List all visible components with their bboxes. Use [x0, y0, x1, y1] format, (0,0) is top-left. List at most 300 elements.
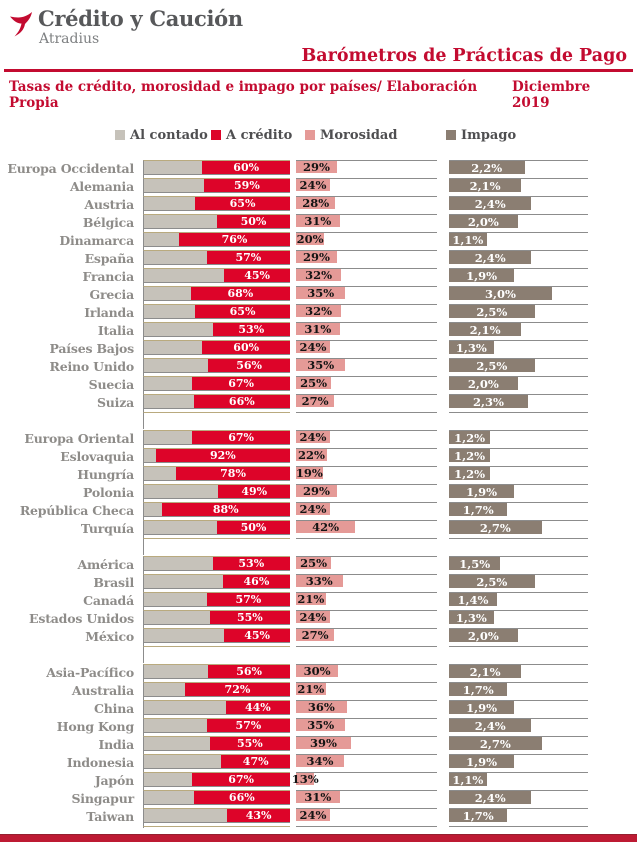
impago-bar — [449, 629, 518, 642]
credit-axis-cell — [143, 502, 290, 520]
table-row — [0, 322, 637, 340]
impago-axis-cell — [449, 196, 588, 214]
al-contado-bar-segment — [144, 791, 194, 804]
al-contado-bar-segment — [144, 575, 223, 588]
impago-value-label: 2,5% — [476, 304, 508, 319]
a-credito-bar-segment — [223, 575, 290, 588]
impago-value-label: 2,4% — [474, 718, 506, 733]
morosidad-axis-cell — [296, 808, 437, 826]
logo-subtitle: Atradius — [39, 31, 100, 47]
impago-axis-cell — [449, 394, 588, 412]
impago-axis-cell — [449, 412, 588, 429]
morosidad-axis-cell — [296, 826, 437, 827]
table-row — [0, 664, 637, 682]
stacked-bar — [144, 683, 290, 697]
impago-bar — [449, 197, 531, 210]
a-credito-value-label: 50% — [240, 521, 267, 534]
table-row — [0, 268, 637, 286]
country-label: Singapur — [71, 791, 134, 806]
impago-value-label: 2,5% — [476, 574, 508, 589]
a-credito-value-label: 44% — [244, 701, 271, 714]
table-row — [0, 250, 637, 268]
a-credito-value-label: 45% — [244, 629, 271, 642]
legend — [0, 127, 637, 145]
impago-value-label: 2,1% — [469, 664, 501, 679]
impago-value-label: 1,1% — [452, 232, 484, 247]
impago-axis-cell — [449, 718, 588, 736]
stacked-bar — [144, 269, 290, 283]
morosidad-bar — [296, 377, 331, 389]
a-credito-value-label: 67% — [228, 377, 254, 390]
a-credito-value-label: 56% — [236, 359, 262, 372]
chart-subtitle: Tasas de crédito, morosidad e impago por países/ Elaboración Propia — [9, 79, 478, 111]
a-credito-bar-segment — [192, 773, 290, 786]
impago-bar — [449, 755, 514, 768]
legend-label: Morosidad — [320, 127, 398, 143]
impago-axis-cell — [449, 610, 588, 628]
impago-axis-cell — [449, 538, 588, 555]
al-contado-bar-segment — [144, 377, 192, 390]
a-credito-value-label: 57% — [235, 593, 262, 606]
credit-axis-cell — [143, 790, 290, 808]
morosidad-axis-cell — [296, 376, 437, 394]
morosidad-value-label: 19% — [295, 466, 323, 480]
table-row — [0, 394, 637, 412]
country-label: Francia — [82, 269, 134, 284]
impago-bar — [449, 359, 535, 372]
morosidad-value-label: 21% — [297, 682, 325, 696]
stacked-bar — [144, 215, 290, 229]
al-contado-bar-segment — [144, 395, 194, 408]
column-gap — [437, 538, 449, 556]
impago-axis-cell — [449, 646, 588, 663]
country-label: Italia — [97, 323, 134, 338]
credit-axis-cell — [143, 304, 290, 322]
morosidad-axis-cell — [296, 736, 437, 754]
morosidad-value-label: 42% — [312, 520, 340, 534]
a-credito-value-label: 66% — [228, 791, 255, 804]
a-credito-bar-segment — [210, 737, 290, 750]
morosidad-axis-cell — [296, 178, 437, 196]
a-credito-value-label: 66% — [228, 395, 255, 408]
morosidad-value-label: 35% — [307, 286, 335, 300]
impago-axis-cell — [449, 628, 588, 646]
morosidad-bar — [296, 611, 330, 623]
a-credito-bar-segment — [221, 755, 290, 768]
morosidad-value-label: 24% — [299, 610, 327, 624]
table-row — [0, 790, 637, 808]
table-row — [0, 754, 637, 772]
impago-value-label: 1,2% — [454, 430, 486, 445]
morosidad-bar — [296, 791, 340, 803]
column-gap — [437, 466, 449, 484]
subtitle-row — [9, 79, 628, 111]
stacked-bar — [144, 233, 290, 247]
column-gap — [437, 610, 449, 628]
credit-axis-cell — [143, 286, 290, 304]
morosidad-bar — [296, 755, 344, 767]
impago-axis-cell — [449, 772, 588, 790]
legend-label: Impago — [461, 127, 517, 143]
morosidad-axis-cell — [296, 664, 437, 682]
impago-value-label: 1,9% — [466, 484, 498, 499]
stacked-bar — [144, 737, 290, 751]
table-row — [0, 628, 637, 646]
impago-bar — [449, 233, 487, 246]
column-gap — [437, 376, 449, 394]
a-credito-value-label: 76% — [221, 233, 248, 246]
stacked-bar — [144, 503, 290, 517]
impago-value-label: 1,1% — [452, 772, 484, 787]
morosidad-value-label: 25% — [300, 376, 328, 390]
a-credito-value-label: 43% — [245, 809, 272, 822]
morosidad-value-label: 25% — [300, 556, 328, 570]
credit-axis-cell — [143, 574, 290, 592]
legend-item-impago — [446, 127, 516, 143]
morosidad-axis-cell — [296, 268, 437, 286]
table-row — [0, 196, 637, 214]
country-label: Grecia — [89, 287, 134, 302]
impago-value-label: 2,7% — [479, 520, 511, 535]
column-gap — [437, 808, 449, 826]
al-contado-bar-segment — [144, 701, 226, 714]
a-credito-value-label: 67% — [228, 773, 254, 786]
country-label: India — [98, 737, 134, 752]
a-credito-value-label: 67% — [228, 431, 254, 444]
impago-bar — [449, 503, 507, 516]
morosidad-axis-cell — [296, 358, 437, 376]
country-label: Taiwan — [86, 809, 134, 824]
al-contado-bar-segment — [144, 773, 192, 786]
morosidad-bar — [296, 233, 324, 245]
a-credito-bar-segment — [226, 701, 290, 714]
a-credito-bar-segment — [194, 791, 290, 804]
table-row — [0, 430, 637, 448]
credit-axis-cell — [143, 538, 290, 555]
morosidad-value-label: 21% — [297, 592, 325, 606]
morosidad-bar — [296, 737, 351, 749]
table-row — [0, 358, 637, 376]
group-spacer-row — [0, 538, 637, 556]
a-credito-value-label: 65% — [229, 197, 256, 210]
morosidad-bar — [296, 395, 334, 407]
country-label: Alemania — [69, 179, 134, 194]
table-row — [0, 484, 637, 502]
morosidad-bar — [296, 485, 337, 497]
country-label: Países Bajos — [49, 341, 134, 356]
credit-axis-cell — [143, 430, 290, 448]
a-credito-value-label: 50% — [240, 215, 267, 228]
column-gap — [437, 232, 449, 250]
morosidad-bar — [296, 431, 330, 443]
al-contado-bar-segment — [144, 755, 221, 768]
country-label: Estados Unidos — [29, 611, 134, 626]
country-label: Europa Oriental — [24, 431, 134, 446]
credit-axis-cell — [143, 808, 290, 826]
morosidad-axis-cell — [296, 592, 437, 610]
credit-axis-cell — [143, 646, 290, 663]
impago-axis-cell — [449, 304, 588, 322]
morosidad-value-label: 34% — [306, 754, 334, 768]
impago-value-label: 2,5% — [476, 358, 508, 373]
impago-value-label: 1,7% — [462, 682, 494, 697]
morosidad-value-label: 28% — [302, 196, 330, 210]
a-credito-value-label: 72% — [224, 683, 251, 696]
credit-axis-cell — [143, 718, 290, 736]
impago-bar — [449, 341, 494, 354]
impago-value-label: 1,5% — [459, 556, 491, 571]
a-credito-value-label: 59% — [234, 179, 260, 192]
al-contado-bar-segment — [144, 557, 213, 570]
country-label — [0, 826, 143, 828]
legend-label: A crédito — [226, 127, 293, 143]
a-credito-bar-segment — [227, 809, 290, 822]
morosidad-axis-cell — [296, 520, 437, 538]
group-spacer-row — [0, 412, 637, 430]
al-contado-bar-segment — [144, 179, 204, 192]
country-label: Reino Unido — [49, 359, 134, 374]
morosidad-bar — [296, 287, 345, 299]
morosidad-bar — [296, 359, 345, 371]
al-contado-bar-segment — [144, 611, 210, 624]
credit-axis-cell — [143, 340, 290, 358]
table-row — [0, 808, 637, 826]
morosidad-value-label: 29% — [302, 250, 330, 264]
stacked-bar — [144, 719, 290, 733]
a-credito-value-label: 92% — [209, 449, 236, 462]
a-credito-bar-segment — [195, 305, 290, 318]
stacked-bar — [144, 755, 290, 769]
morosidad-axis-cell — [296, 466, 437, 484]
credit-axis-cell — [143, 178, 290, 196]
al-contado-bar-segment — [144, 629, 224, 642]
impago-axis-cell — [449, 250, 588, 268]
impago-axis-cell — [449, 700, 588, 718]
al-contado-bar-segment — [144, 809, 227, 822]
morosidad-bar — [296, 503, 330, 515]
impago-axis-cell — [449, 286, 588, 304]
impago-bar — [449, 485, 514, 498]
al-contado-bar-segment — [144, 233, 179, 246]
legend-item-a-crédito — [211, 127, 292, 143]
morosidad-value-label: 32% — [305, 304, 333, 318]
impago-value-label: 2,4% — [474, 250, 506, 265]
impago-value-label: 2,4% — [474, 790, 506, 805]
credit-axis-cell — [143, 322, 290, 340]
impago-bar — [449, 467, 490, 480]
impago-value-label: 1,7% — [462, 808, 494, 823]
table-row — [0, 556, 637, 574]
country-label: Hong Kong — [56, 719, 134, 734]
impago-value-label: 1,9% — [466, 700, 498, 715]
a-credito-value-label: 53% — [238, 323, 265, 336]
morosidad-bar — [296, 323, 340, 335]
impago-axis-cell — [449, 520, 588, 538]
morosidad-axis-cell — [296, 304, 437, 322]
stacked-bar — [144, 251, 290, 265]
impago-axis-cell — [449, 178, 588, 196]
morosidad-value-label: 31% — [304, 214, 332, 228]
al-contado-bar-segment — [144, 593, 207, 606]
al-contado-bar-segment — [144, 737, 210, 750]
chart-bottom-line — [0, 826, 637, 828]
morosidad-bar — [296, 449, 327, 461]
morosidad-axis-cell — [296, 556, 437, 574]
morosidad-value-label: 20% — [296, 232, 324, 246]
impago-axis-cell — [449, 556, 588, 574]
morosidad-axis-cell — [296, 160, 437, 178]
morosidad-axis-cell — [296, 718, 437, 736]
morosidad-value-label: 33% — [305, 574, 333, 588]
a-credito-value-label: 60% — [233, 341, 260, 354]
al-contado-bar-segment — [144, 485, 218, 498]
morosidad-bar — [296, 629, 334, 641]
al-contado-bar-segment — [144, 287, 191, 300]
column-gap — [437, 592, 449, 610]
a-credito-bar-segment — [156, 449, 290, 462]
impago-bar — [449, 575, 535, 588]
morosidad-axis-cell — [296, 574, 437, 592]
column-gap — [437, 322, 449, 340]
a-credito-bar-segment — [217, 521, 290, 534]
stacked-bar — [144, 377, 290, 391]
impago-value-label: 2,1% — [469, 322, 501, 337]
impago-value-label: 2,1% — [469, 178, 501, 193]
credit-axis-cell — [143, 160, 290, 178]
al-contado-bar-segment — [144, 251, 207, 264]
country-label: Australia — [71, 683, 134, 698]
table-row — [0, 700, 637, 718]
credit-axis-cell — [143, 700, 290, 718]
al-contado-bar-segment — [144, 467, 176, 480]
a-credito-value-label: 88% — [212, 503, 239, 516]
morosidad-bar — [296, 809, 330, 821]
credit-axis-cell — [143, 376, 290, 394]
al-contado-bar-segment — [144, 719, 207, 732]
morosidad-value-label: 24% — [299, 340, 327, 354]
column-gap — [437, 214, 449, 232]
credit-axis-cell — [143, 610, 290, 628]
a-credito-bar-segment — [179, 233, 290, 246]
country-label: Asia-Pacífico — [46, 665, 134, 680]
country-label: Canadá — [83, 593, 134, 608]
column-gap — [437, 196, 449, 214]
morosidad-bar — [296, 521, 355, 533]
column-gap — [437, 286, 449, 304]
impago-value-label: 1,3% — [455, 610, 487, 625]
morosidad-axis-cell — [296, 700, 437, 718]
country-label: España — [84, 251, 134, 266]
impago-bar — [449, 593, 497, 606]
table-row — [0, 574, 637, 592]
morosidad-axis-cell — [291, 772, 437, 790]
a-credito-bar-segment — [195, 197, 290, 210]
credit-axis-cell — [143, 736, 290, 754]
morosidad-value-label: 31% — [304, 790, 332, 804]
stacked-bar — [144, 323, 290, 337]
table-row — [0, 160, 637, 178]
morosidad-value-label: 32% — [305, 268, 333, 282]
country-label: China — [94, 701, 134, 716]
al-contado-bar-segment — [144, 197, 195, 210]
column-gap — [437, 646, 449, 664]
impago-value-label: 1,9% — [466, 754, 498, 769]
morosidad-bar — [296, 251, 337, 263]
morosidad-bar — [296, 575, 343, 587]
a-credito-bar-segment — [224, 629, 290, 642]
legend-item-al-contado — [115, 127, 208, 143]
stacked-bar — [144, 179, 290, 193]
morosidad-bar — [296, 341, 330, 353]
column-gap — [437, 502, 449, 520]
logo — [8, 8, 243, 46]
column-gap — [437, 664, 449, 682]
column-gap — [437, 628, 449, 646]
impago-axis-cell — [449, 790, 588, 808]
stacked-bar — [144, 341, 290, 355]
morosidad-value-label: 24% — [299, 502, 327, 516]
impago-bar — [449, 305, 535, 318]
group-spacer-row — [0, 646, 637, 664]
table-row — [0, 304, 637, 322]
impago-bar — [449, 323, 521, 336]
impago-bar — [449, 431, 490, 444]
morosidad-axis-cell — [296, 538, 437, 555]
a-credito-bar-segment — [210, 611, 290, 624]
morosidad-axis-cell — [296, 394, 437, 412]
country-label: Bélgica — [82, 215, 134, 230]
morosidad-axis-cell — [296, 682, 437, 700]
impago-bar — [449, 683, 507, 696]
legend-swatch-icon — [305, 130, 315, 140]
impago-value-label: 2,0% — [467, 376, 499, 391]
morosidad-value-label: 24% — [299, 178, 327, 192]
stacked-bar — [144, 521, 290, 535]
morosidad-value-label: 31% — [304, 322, 332, 336]
morosidad-axis-cell — [296, 790, 437, 808]
column-gap — [437, 682, 449, 700]
column-gap — [437, 250, 449, 268]
column-gap — [437, 718, 449, 736]
impago-value-label: 1,7% — [462, 502, 494, 517]
impago-value-label: 2,0% — [467, 628, 499, 643]
morosidad-value-label: 35% — [307, 718, 335, 732]
impago-bar — [449, 287, 552, 300]
column-gap — [437, 358, 449, 376]
impago-axis-cell — [449, 340, 588, 358]
impago-axis-cell — [449, 376, 588, 394]
impago-value-label: 2,7% — [479, 736, 511, 751]
stacked-bar — [144, 287, 290, 301]
a-credito-value-label: 53% — [238, 557, 265, 570]
impago-bar — [449, 449, 490, 462]
a-credito-bar-segment — [202, 161, 290, 174]
credit-axis-cell — [143, 466, 290, 484]
table-row — [0, 376, 637, 394]
morosidad-axis-cell — [296, 610, 437, 628]
impago-bar — [449, 215, 518, 228]
credit-axis-cell — [143, 412, 290, 429]
column-gap — [437, 268, 449, 286]
a-credito-bar-segment — [191, 287, 290, 300]
credit-axis-cell — [143, 484, 290, 502]
a-credito-value-label: 60% — [233, 161, 260, 174]
morosidad-axis-cell — [296, 322, 437, 340]
column-gap — [437, 574, 449, 592]
a-credito-bar-segment — [207, 251, 290, 264]
table-row — [0, 610, 637, 628]
impago-value-label: 3,0% — [485, 286, 516, 301]
